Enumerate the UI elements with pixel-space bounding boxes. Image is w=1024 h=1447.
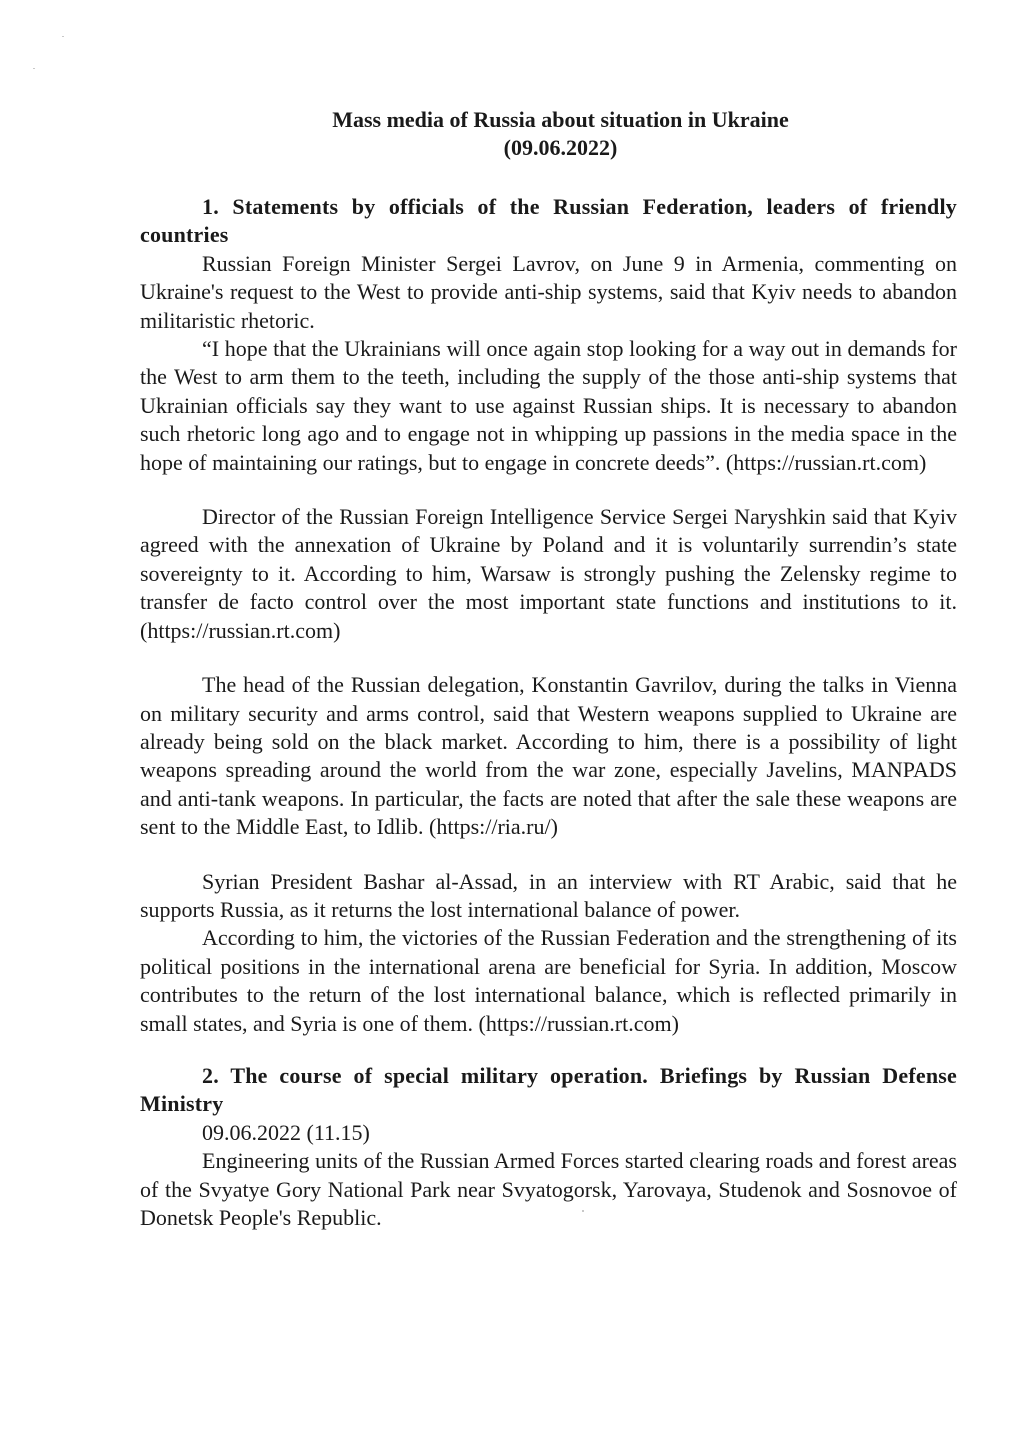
- paragraph: “I hope that the Ukrainians will once again stop looking for a way out in demands for the West to arm them to the teeth, including the supply of the those anti-ship systems that Ukrainian officials say they want to use against Russian ships. It is necessary to abandon such rhetoric long ago and to engage not in whipping up passions in the media space in the hope of maintaining our ratings, but to engage in concrete deeds”. (https://russian.rt.com): [140, 336, 957, 475]
- paragraph: Syrian President Bashar al-Assad, in an interview with RT Arabic, said that he supports Russia, as it returns the lost international balance of power.: [140, 868, 957, 922]
- spacer: [140, 477, 957, 503]
- section-2-heading: 2. The course of special military operation. Briefings by Russian Defense Ministry: [140, 1062, 957, 1117]
- spacer: [140, 1038, 957, 1062]
- section-1-heading: 1. Statements by officials of the Russian Federation, leaders of friendly countries: [140, 194, 957, 248]
- paragraph: The head of the Russian delegation, Konstantin Gavrilov, during the talks in Vienna on military security and arms control, said that Western weapons supplied to Ukraine are already being sold on the black market. According to him, there is a possibility of light weapons spreading around the world from the war zone, especially Javelins, MANPADS and anti-tank weapons. In particular, the facts are noted that after the sale these weapons are sent to the Middle East, to Idlib. (https://ria.ru/): [140, 672, 957, 840]
- scan-speck: [62, 36, 64, 37]
- spacer: [140, 162, 957, 193]
- scan-speck: [33, 68, 35, 69]
- document-title: Mass media of Russia about situation in Ukraine: [332, 107, 789, 132]
- briefing-timestamp: 09.06.2022 (11.15): [202, 1119, 370, 1145]
- document-body: [140, 106, 957, 1232]
- paragraph: According to him, the victories of the Russian Federation and the strengthening of its political positions in the international arena are beneficial for Syria. In addition, Moscow contributes to the return of the lost international balance, which is reflected primarily in small states, and Syria is one of them. (https://russian.rt.com): [140, 925, 957, 1036]
- paragraph: Engineering units of the Russian Armed Forces started clearing roads and forest areas of the Svyatye Gory National Park near Svyatogorsk, Yarovaya, Studenok and Sosnovoe of Donetsk People's Republic.: [140, 1148, 957, 1230]
- spacer: [140, 645, 957, 671]
- document-date: (09.06.2022): [503, 135, 618, 160]
- spacer: [140, 842, 957, 868]
- paragraph: Russian Foreign Minister Sergei Lavrov, on June 9 in Armenia, commenting on Ukraine's request to the West to provide anti-ship systems, said that Kyiv needs to abandon militaristic rhetoric.: [140, 250, 957, 333]
- paragraph: Director of the Russian Foreign Intelligence Service Sergei Naryshkin said that Kyiv agreed with the annexation of Ukraine by Poland and it is voluntarily surrendin’s state sovereignty to it. According to him, Warsaw is strongly pushing the Zelensky regime to transfer de facto control over the most important state functions and institutions to it. (https://russian.rt.com): [140, 504, 957, 643]
